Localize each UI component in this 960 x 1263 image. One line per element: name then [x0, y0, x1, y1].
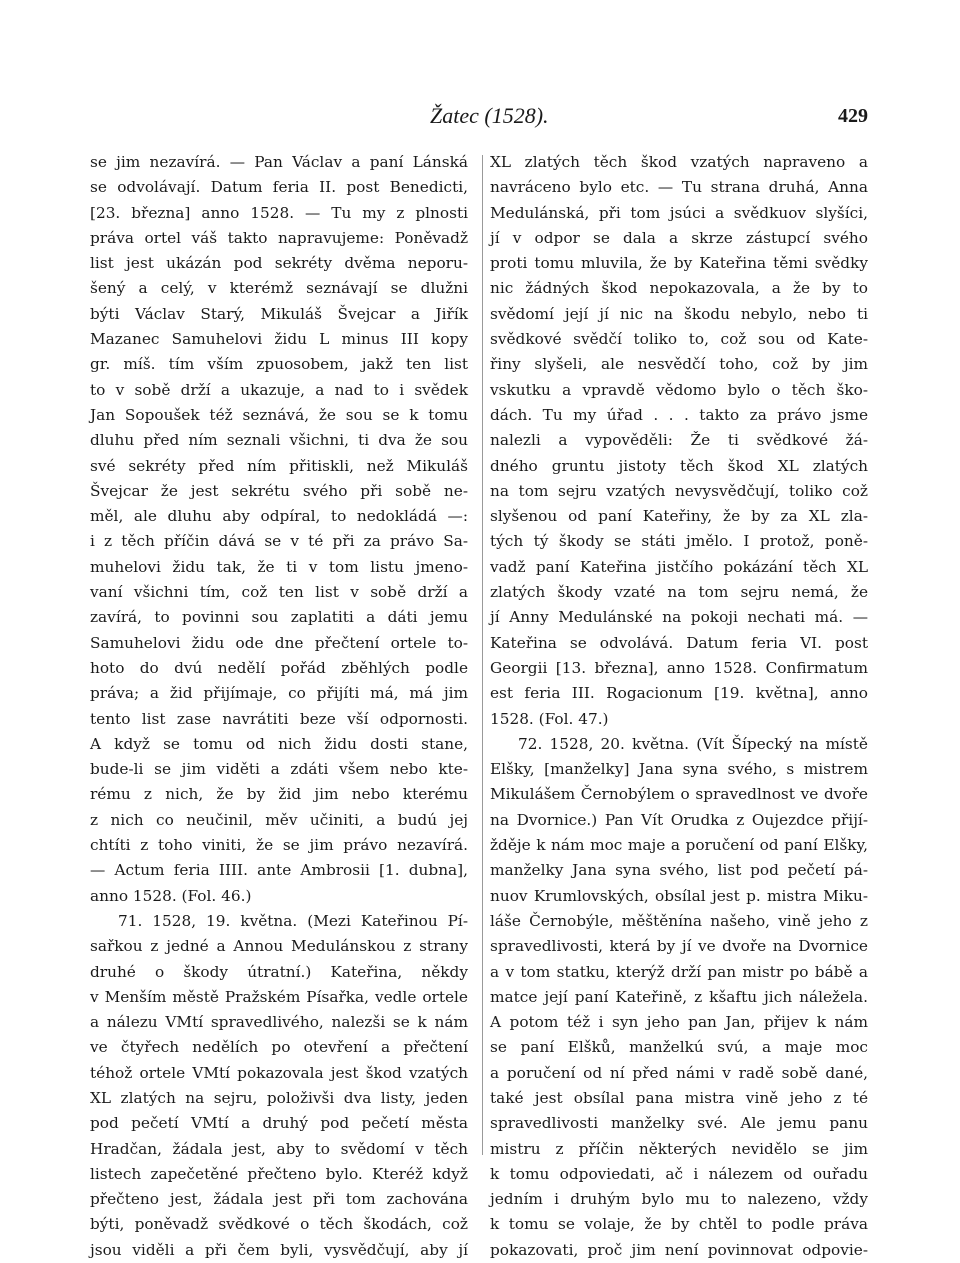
text-line: se odvolávají. Datum feria II. post Benedicti,	[90, 178, 468, 197]
text-line: býti, poněvadž svědkové o těch škodách, což	[90, 1215, 468, 1234]
text-line: navráceno bylo etc. — Tu strana druhá, Anna	[490, 178, 868, 197]
text-line: spravedlivosti, která by jí ve dvoře na Dvornice	[490, 937, 868, 956]
text-line: Georgii [13. března], anno 1528. Confirmatum	[490, 658, 868, 677]
text-line: spravedlivosti manželky své. Ale jemu panu	[490, 1114, 868, 1133]
text-line: tento list zase navrátiti beze vší odpornosti.	[90, 709, 468, 728]
text-line: k tomu odpoviedati, ač i nálezem od ouřadu	[490, 1164, 868, 1183]
text-line: a v tom statku, kterýž drží pan mistr po bábě a	[490, 962, 868, 981]
text-line: ve čtyřech nedělích po otevření a přečtení	[90, 1038, 468, 1057]
text-line: šený a celý, v kterémž seznávají se dlužni	[90, 279, 468, 298]
text-line: na tom sejru vzatých nevysvědčují, toliko což	[490, 481, 868, 500]
text-line: list jest ukázán pod sekréty dvěma neporu-	[90, 254, 468, 273]
text-line: jsou viděli a při čem byli, vysvědčují, aby jí	[90, 1240, 468, 1259]
text-line: a nálezu VMtí spravedlivého, nalezši se k nám	[90, 1013, 468, 1032]
text-line: z nich co neučinil, měv učiniti, a budú jej	[90, 810, 468, 829]
text-line: svědkové svědčí toliko to, což sou od Kate-	[490, 330, 868, 349]
text-line: také jest obsílal pana mistra vině jeho z té	[490, 1088, 868, 1107]
text-line: své sekréty před ním přitiskli, než Mikuláš	[90, 456, 468, 475]
text-line: býti Václav Starý, Mikuláš Švejcar a Jiřík	[90, 304, 468, 323]
text-line: gr. míš. tím vším zpuosobem, jakž ten list	[90, 355, 468, 374]
text-line: dách. Tu my úřad . . . takto za právo jsme	[490, 405, 868, 424]
text-line: řiny slyšeli, ale nesvědčí toho, což by jim	[490, 355, 868, 374]
text-line: zavírá, to povinni sou zaplatiti a dáti jemu	[90, 608, 468, 627]
text-line: [23. března] anno 1528. — Tu my z plnosti	[90, 203, 468, 222]
text-line: Jan Sopoušek též seznává, že sou se k tomu	[90, 405, 468, 424]
text-line: dného gruntu jistoty těch škod XL zlatých	[490, 456, 868, 475]
text-line: Medulánská, při tom jsúci a svědkuov slyšíci,	[490, 203, 868, 222]
text-line: A když se tomu od nich židu dosti stane,	[90, 734, 468, 753]
text-line: vaní všichni tím, což ten list v sobě drží a	[90, 583, 468, 602]
text-line: Švejcar že jest sekrétu svého při sobě ne-	[90, 481, 468, 500]
text-line: práva ortel váš takto napravujeme: Poněvadž	[90, 228, 468, 247]
text-line: slyšenou od paní Kateřiny, že by za XL zla-	[490, 507, 868, 526]
text-line: nuov Krumlovských, obsílal jest p. mistra Miku-	[490, 886, 868, 905]
text-line: nalezli a vypověděli: Že ti svědkové žá-	[490, 431, 868, 450]
text-line: muhelovi židu tak, že ti v tom listu jmeno-	[90, 557, 468, 576]
text-line: svědomí její jí nic na škodu nebylo, nebo ti	[490, 304, 868, 323]
text-line: vadž paní Kateřina jistčího pokázání těch XL	[490, 557, 868, 576]
text-line: Mazanec Samuhelovi židu L minus III kopy	[90, 330, 468, 349]
text-line: dluhu před ním seznali všichni, ti dva že sou	[90, 431, 468, 450]
text-line: 72. 1528, 20. května. (Vít Šípecký na místě	[518, 734, 868, 753]
text-line: Samuhelovi židu ode dne přečtení ortele to-	[90, 633, 468, 652]
text-line: bude-li se jim viděti a zdáti všem nebo kte-	[90, 760, 468, 779]
text-line: Elšky, [manželky] Jana syna svého, s mistrem	[490, 760, 868, 779]
column-divider	[482, 155, 483, 1155]
text-line: A potom též i syn jeho pan Jan, přijev k nám	[490, 1013, 868, 1032]
right-column	[490, 150, 868, 1263]
text-line: láše Černobýle, měštěnína našeho, vině jeho z	[490, 911, 868, 930]
text-line: XL zlatých těch škod vzatých napraveno a	[490, 153, 868, 171]
text-line: přečteno jest, žádala jest při tom zachována	[90, 1190, 468, 1209]
text-line: — Actum feria IIII. ante Ambrosii [1. dubna],	[90, 861, 468, 880]
text-line: rému z nich, že by žid jim nebo kterému	[90, 785, 468, 804]
text-line: na Dvornice.) Pan Vít Orudka z Oujezdce přijí-	[490, 810, 868, 829]
text-line: chtíti z toho viniti, že se jim právo nezavírá.	[90, 836, 468, 855]
text-line: 71. 1528, 19. května. (Mezi Kateřinou Pí-	[118, 911, 468, 930]
text-line: Hradčan, žádala jest, aby to svědomí v těch	[90, 1139, 468, 1158]
text-line: jí Anny Medulánské na pokoji nechati má. —	[490, 608, 868, 627]
text-line: sařkou z jedné a Annou Medulánskou z strany	[90, 937, 468, 956]
text-line: zlatých škody vzaté na tom sejru nemá, že	[490, 583, 868, 602]
text-line: XL zlatých na sejru, položivši dva listy, jeden	[90, 1088, 468, 1107]
text-line: pod pečetí VMtí a druhý pod pečetí města	[90, 1114, 468, 1133]
text-line: měl, ale dluhu aby odpíral, to nedokládá —:	[90, 507, 468, 526]
text-line: jí v odpor se dala a skrze zástupcí svého	[490, 228, 868, 247]
text-line: matce její paní Kateřině, z kšaftu jich náležela.	[490, 987, 868, 1006]
text-line: anno 1528. (Fol. 46.)	[90, 886, 252, 905]
text-line: vskutku a vpravdě vědomo bylo o těch ško-	[490, 380, 868, 399]
text-line: pokazovati, proč jim není povinnovat odpovie-	[490, 1240, 868, 1259]
text-line: manželky Jana syna svého, list pod pečetí pá-	[490, 861, 868, 880]
text-line: 1528. (Fol. 47.)	[490, 709, 609, 728]
text-line: v Menším městě Pražském Písařka, vedle ortele	[90, 987, 468, 1006]
text-line: práva; a žid přijímaje, co přijíti má, má jim	[90, 684, 468, 703]
page-number: 429	[838, 105, 868, 127]
left-column	[90, 150, 468, 1263]
text-line: proti tomu mluvila, že by Kateřina těmi svědky	[490, 254, 868, 273]
text-line: est feria III. Rogacionum [19. května], anno	[490, 684, 868, 703]
text-line: a poručení od ní před námi v radě sobě dané,	[490, 1063, 868, 1082]
text-line: mistru z příčin některých nevidělo se jim	[490, 1139, 868, 1158]
text-line: Kateřina se odvolává. Datum feria VI. post	[490, 633, 868, 652]
text-line: k tomu se volaje, že by chtěl to podle práva	[490, 1215, 868, 1234]
text-line: to v sobě drží a ukazuje, a nad to i svědek	[90, 380, 468, 399]
text-line: se paní Elšků, manželkú svú, a maje moc	[490, 1038, 868, 1057]
text-line: téhož ortele VMtí pokazovala jest škod vzatých	[90, 1063, 468, 1082]
text-line: se jim nezavírá. — Pan Václav a paní Lánská	[90, 153, 468, 171]
text-line: žděje k nám moc maje a poručení od paní Elšky,	[490, 836, 868, 855]
text-line: druhé o škody útratní.) Kateřina, někdy	[90, 962, 468, 981]
text-line: listech zapečetěné přečteno bylo. Kteréž když	[90, 1164, 468, 1183]
text-line: jedním i druhým bylo mu to nalezeno, vždy	[490, 1190, 868, 1209]
text-line: tých tý škody se státi jmělo. I protož, poně-	[490, 532, 868, 551]
running-head	[0, 103, 960, 133]
text-line: Mikulášem Černobýlem o spravedlnost ve dvoře	[490, 785, 868, 804]
text-line: hoto do dvú nedělí pořád zběhlých podle	[90, 658, 468, 677]
text-line: i z těch příčin dává se v té při za právo Sa-	[90, 532, 468, 551]
running-title: Žatec (1528).	[430, 103, 549, 128]
text-line: nic žádných škod nepokazovala, a že by to	[490, 279, 868, 298]
